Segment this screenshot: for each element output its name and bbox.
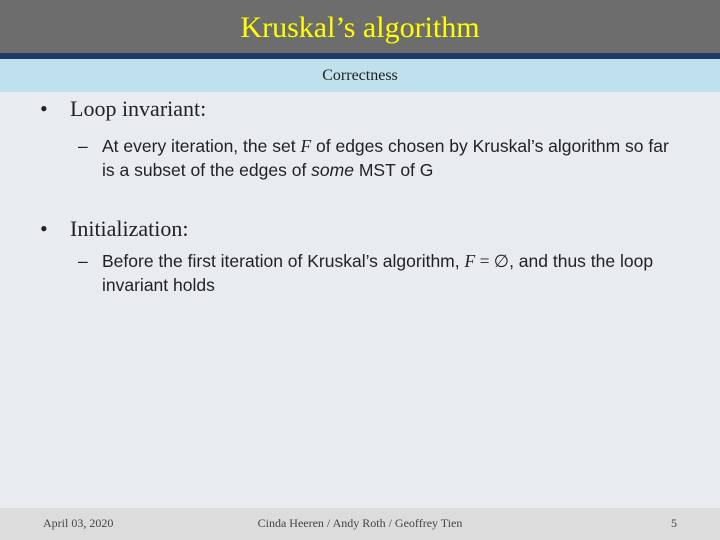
slide-subtitle: Correctness [322,67,398,84]
sub-bullet-text: At every iteration, the set F of edges chosen by Kruskal’s algorithm so far is a subset of the edges of some MST of G [102,136,669,180]
bullet-icon: • [40,96,48,121]
footer-date: April 03, 2020 [43,516,114,530]
dash-icon: – [78,136,88,156]
page-number: 5 [671,516,677,530]
bullet-icon: • [40,216,48,241]
bullet-loop-invariant [40,96,206,122]
slide-footer [0,508,720,540]
sub-bullet-text: Before the first iteration of Kruskal’s algorithm, F = ∅, and thus the loop invariant holds [102,251,654,295]
math-expression: = ∅ [475,251,510,271]
bullet-heading: Initialization: [70,216,189,241]
slide-title: Kruskal’s algorithm [240,11,480,44]
subtitle-bar [0,59,720,92]
footer-authors: Cinda Heeren / Andy Roth / Geoffrey Tien [257,516,463,530]
bullet-heading: Loop invariant: [70,96,207,121]
dash-icon: – [78,251,88,271]
bullet-initialization [40,216,189,242]
title-bar [0,0,720,53]
math-variable: F [300,136,312,156]
emphasis-text: some [311,160,354,180]
math-variable: F [464,251,476,271]
